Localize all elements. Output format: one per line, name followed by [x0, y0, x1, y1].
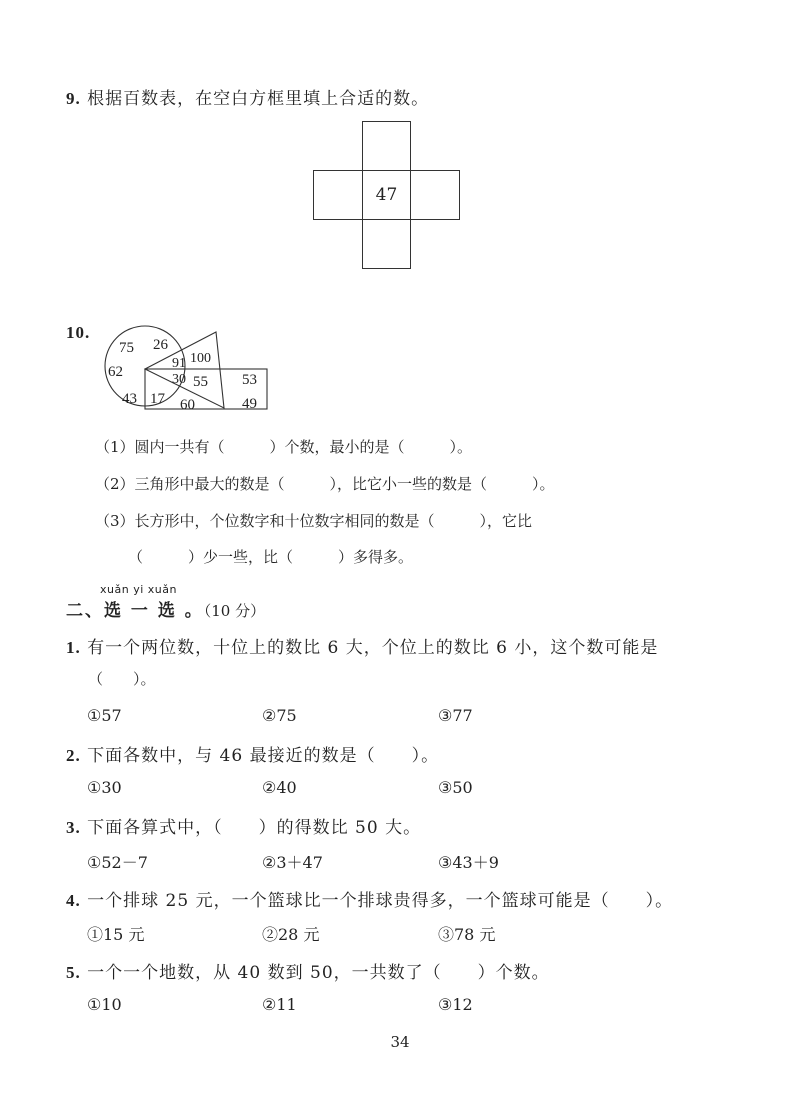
- question-text: 下面各算式中，（ ）的得数比 50 大。: [87, 818, 422, 838]
- question-number: 1.: [66, 638, 81, 657]
- option-2[interactable]: ②3＋47: [262, 853, 323, 872]
- question-text: 根据百数表，在空白方框里填上合适的数。: [87, 89, 430, 109]
- center-value: 47: [375, 185, 398, 205]
- option-1[interactable]: ①15 元: [87, 925, 145, 944]
- question-number: 10.: [66, 323, 91, 342]
- q10-line-1: （1）圆内一共有（ ）个数，最小的是（ ）。: [95, 438, 473, 456]
- figure-number: 53: [242, 372, 257, 388]
- section-header: [66, 596, 265, 621]
- figure-number: 62: [108, 364, 123, 380]
- option-1[interactable]: ①10: [87, 995, 122, 1014]
- option-1[interactable]: ①57: [87, 706, 122, 725]
- q10-line-3: （3）长方形中，个位数字和十位数字相同的数是（ ），它比: [95, 512, 533, 530]
- question-text: 有一个两位数，十位上的数比 6 大，个位上的数比 6 小，这个数可能是: [87, 638, 659, 658]
- figure-number: 49: [242, 396, 257, 412]
- option-1[interactable]: ①30: [87, 778, 122, 797]
- blank-box-top[interactable]: [362, 121, 411, 171]
- question-9: [66, 84, 429, 109]
- figure-number: 43: [122, 391, 137, 407]
- option-1[interactable]: ①52－7: [87, 853, 148, 872]
- option-2[interactable]: ②75: [262, 706, 297, 725]
- blank-box-right[interactable]: [410, 170, 460, 220]
- figure-number: 55: [193, 374, 208, 390]
- mc-question-1: [66, 633, 658, 658]
- q10-line-4: （ ）少一些，比（ ）多得多。: [128, 548, 414, 566]
- question-text: 下面各数中，与 46 最接近的数是（ ）。: [87, 746, 440, 766]
- option-3[interactable]: ③77: [438, 706, 473, 725]
- option-3[interactable]: ③78 元: [438, 925, 496, 944]
- figure-number: 91: [172, 356, 186, 371]
- question-text: 一个排球 25 元，一个篮球比一个排球贵得多，一个篮球可能是（ ）。: [87, 891, 674, 911]
- mc-question-5: [66, 958, 550, 983]
- question-number: 2.: [66, 746, 81, 765]
- option-3[interactable]: ③12: [438, 995, 473, 1014]
- mc-question-2: [66, 741, 439, 766]
- question-text: 一个一个地数，从 40 数到 50，一共数了（ ）个数。: [87, 963, 550, 983]
- option-3[interactable]: ③50: [438, 778, 473, 797]
- section-score: （10 分）: [203, 602, 266, 620]
- blank-box-left[interactable]: [313, 170, 363, 220]
- option-3[interactable]: ③43＋9: [438, 853, 499, 872]
- figure-number: 60: [180, 397, 195, 413]
- figure-number: 100: [190, 351, 211, 366]
- q10-line-2: （2）三角形中最大的数是（ ），比它小一些的数是（ ）。: [95, 475, 555, 493]
- figure-number: 26: [153, 337, 168, 353]
- figure-number: 75: [119, 340, 134, 356]
- section-title: 二、选 一 选 。: [66, 601, 204, 621]
- page-number: 34: [390, 1033, 410, 1051]
- option-2[interactable]: ②11: [262, 995, 297, 1014]
- figure-number: 17: [150, 391, 165, 407]
- option-2[interactable]: ②40: [262, 778, 297, 797]
- question-text-continued: （ ）。: [88, 670, 156, 688]
- question-number: 5.: [66, 963, 81, 982]
- question-number: 3.: [66, 818, 81, 837]
- blank-box-bottom[interactable]: [362, 219, 411, 269]
- section-pinyin: xuǎn yi xuǎn: [100, 583, 177, 596]
- figure-number: 30: [172, 372, 186, 387]
- mc-question-4: [66, 886, 673, 911]
- center-box: [362, 170, 411, 220]
- option-2[interactable]: ②28 元: [262, 925, 320, 944]
- mc-question-3: [66, 813, 421, 838]
- question-10-number: [66, 323, 90, 343]
- shapes-figure: [100, 322, 280, 414]
- question-number: 9.: [66, 89, 81, 108]
- question-number: 4.: [66, 891, 81, 910]
